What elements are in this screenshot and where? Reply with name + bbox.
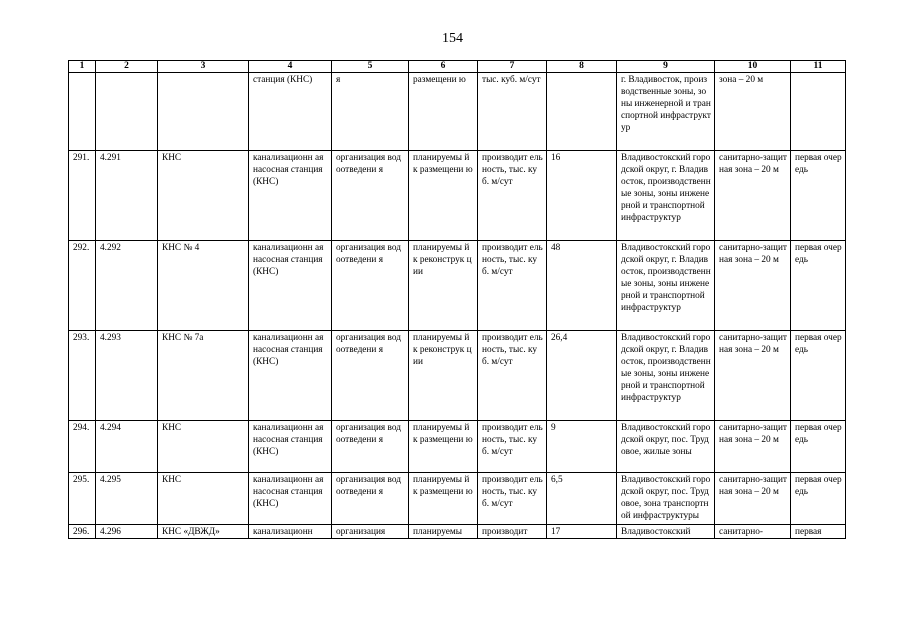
- table-row: [69, 473, 846, 525]
- table-row: [69, 525, 846, 539]
- cell-purpose: организация: [332, 525, 409, 539]
- cell-purpose: организация водоотведени я: [332, 331, 409, 421]
- cell-code: 4.291: [96, 151, 158, 241]
- cell-name: КНС № 4: [158, 241, 249, 331]
- cell-index: 291.: [69, 151, 96, 241]
- col-header: 9: [617, 61, 715, 73]
- cell-status: планируемы й к размещени ю: [409, 421, 478, 473]
- cell-stage: первая очередь: [791, 151, 846, 241]
- cell-name: КНС: [158, 473, 249, 525]
- cell-parameter: производит ельность, тыс. куб. м/сут: [478, 151, 547, 241]
- table-row: [69, 331, 846, 421]
- cell-value: 16: [547, 151, 617, 241]
- cell-zone: санитарно-защитная зона – 20 м: [715, 151, 791, 241]
- cell-name: КНС: [158, 421, 249, 473]
- cell-name: [158, 73, 249, 151]
- cell-purpose: организация водоотведени я: [332, 151, 409, 241]
- col-header: 6: [409, 61, 478, 73]
- cell-type: станция (КНС): [249, 73, 332, 151]
- cell-zone: санитарно-защитная зона – 20 м: [715, 331, 791, 421]
- cell-zone: санитарно-: [715, 525, 791, 539]
- cell-value: 6,5: [547, 473, 617, 525]
- cell-parameter: производит ельность, тыс. куб. м/сут: [478, 473, 547, 525]
- cell-index: 294.: [69, 421, 96, 473]
- cell-stage: первая очередь: [791, 473, 846, 525]
- cell-parameter: производит ельность, тыс. куб. м/сут: [478, 241, 547, 331]
- table-row: [69, 241, 846, 331]
- cell-zone: санитарно-защитная зона – 20 м: [715, 241, 791, 331]
- col-header: 5: [332, 61, 409, 73]
- cell-name: КНС № 7а: [158, 331, 249, 421]
- cell-location: Владивостокский городской округ, г. Владивосток, производственные зоны, зоны инженерной и транспортной инфраструктур: [617, 151, 715, 241]
- table-row: [69, 421, 846, 473]
- cell-type: канализационн ая насосная станция (КНС): [249, 331, 332, 421]
- cell-stage: первая очередь: [791, 331, 846, 421]
- cell-index: 292.: [69, 241, 96, 331]
- cell-code: [96, 73, 158, 151]
- cell-status: размещени ю: [409, 73, 478, 151]
- cell-location: Владивостокский городской округ, г. Владивосток, производственные зоны, зоны инженерной и транспортной инфраструктур: [617, 331, 715, 421]
- cell-code: 4.295: [96, 473, 158, 525]
- col-header: 8: [547, 61, 617, 73]
- cell-status: планируемы й к реконструк ции: [409, 241, 478, 331]
- objects-table: [68, 60, 846, 539]
- cell-type: канализационн ая насосная станция (КНС): [249, 473, 332, 525]
- cell-stage: [791, 73, 846, 151]
- col-header: 2: [96, 61, 158, 73]
- cell-parameter: производит ельность, тыс. куб. м/сут: [478, 421, 547, 473]
- cell-type: канализационн ая насосная станция (КНС): [249, 421, 332, 473]
- table-row: [69, 73, 846, 151]
- cell-location: Владивостокский городской округ, пос. Трудовое, жилые зоны: [617, 421, 715, 473]
- col-header: 1: [69, 61, 96, 73]
- cell-code: 4.296: [96, 525, 158, 539]
- cell-location: Владивостокский: [617, 525, 715, 539]
- cell-zone: зона – 20 м: [715, 73, 791, 151]
- cell-index: 295.: [69, 473, 96, 525]
- col-header: 10: [715, 61, 791, 73]
- cell-parameter: производит ельность, тыс. куб. м/сут: [478, 331, 547, 421]
- cell-name: КНС: [158, 151, 249, 241]
- cell-type: канализационн: [249, 525, 332, 539]
- cell-code: 4.293: [96, 331, 158, 421]
- cell-parameter: производит: [478, 525, 547, 539]
- cell-status: планируемы й к реконструк ции: [409, 331, 478, 421]
- cell-value: 26,4: [547, 331, 617, 421]
- cell-value: [547, 73, 617, 151]
- table-header-row: [69, 61, 846, 73]
- cell-purpose: организация водоотведени я: [332, 473, 409, 525]
- cell-purpose: организация водоотведени я: [332, 421, 409, 473]
- page-number: 154: [442, 31, 463, 46]
- col-header: 4: [249, 61, 332, 73]
- col-header: 3: [158, 61, 249, 73]
- col-header: 11: [791, 61, 846, 73]
- cell-value: 48: [547, 241, 617, 331]
- cell-index: [69, 73, 96, 151]
- col-header: 7: [478, 61, 547, 73]
- table-row: [69, 151, 846, 241]
- cell-status: планируемы й к размещени ю: [409, 473, 478, 525]
- cell-purpose: я: [332, 73, 409, 151]
- cell-code: 4.294: [96, 421, 158, 473]
- cell-purpose: организация водоотведени я: [332, 241, 409, 331]
- cell-status: планируемы й к размещени ю: [409, 151, 478, 241]
- cell-value: 9: [547, 421, 617, 473]
- cell-stage: первая очередь: [791, 241, 846, 331]
- cell-type: канализационн ая насосная станция (КНС): [249, 241, 332, 331]
- cell-location: г. Владивосток, производственные зоны, зоны инженерной и транспортной инфраструктур: [617, 73, 715, 151]
- cell-zone: санитарно-защитная зона – 20 м: [715, 473, 791, 525]
- cell-code: 4.292: [96, 241, 158, 331]
- cell-stage: первая: [791, 525, 846, 539]
- cell-index: 293.: [69, 331, 96, 421]
- cell-parameter: тыс. куб. м/сут: [478, 73, 547, 151]
- cell-location: Владивостокский городской округ, пос. Трудовое, зона транспортной инфраструктуры: [617, 473, 715, 525]
- cell-stage: первая очередь: [791, 421, 846, 473]
- cell-name: КНС «ДВЖД»: [158, 525, 249, 539]
- cell-zone: санитарно-защитная зона – 20 м: [715, 421, 791, 473]
- cell-location: Владивостокский городской округ, г. Владивосток, производственные зоны, зоны инженерной и транспортной инфраструктур: [617, 241, 715, 331]
- cell-index: 296.: [69, 525, 96, 539]
- cell-type: канализационн ая насосная станция (КНС): [249, 151, 332, 241]
- cell-value: 17: [547, 525, 617, 539]
- cell-status: планируемы: [409, 525, 478, 539]
